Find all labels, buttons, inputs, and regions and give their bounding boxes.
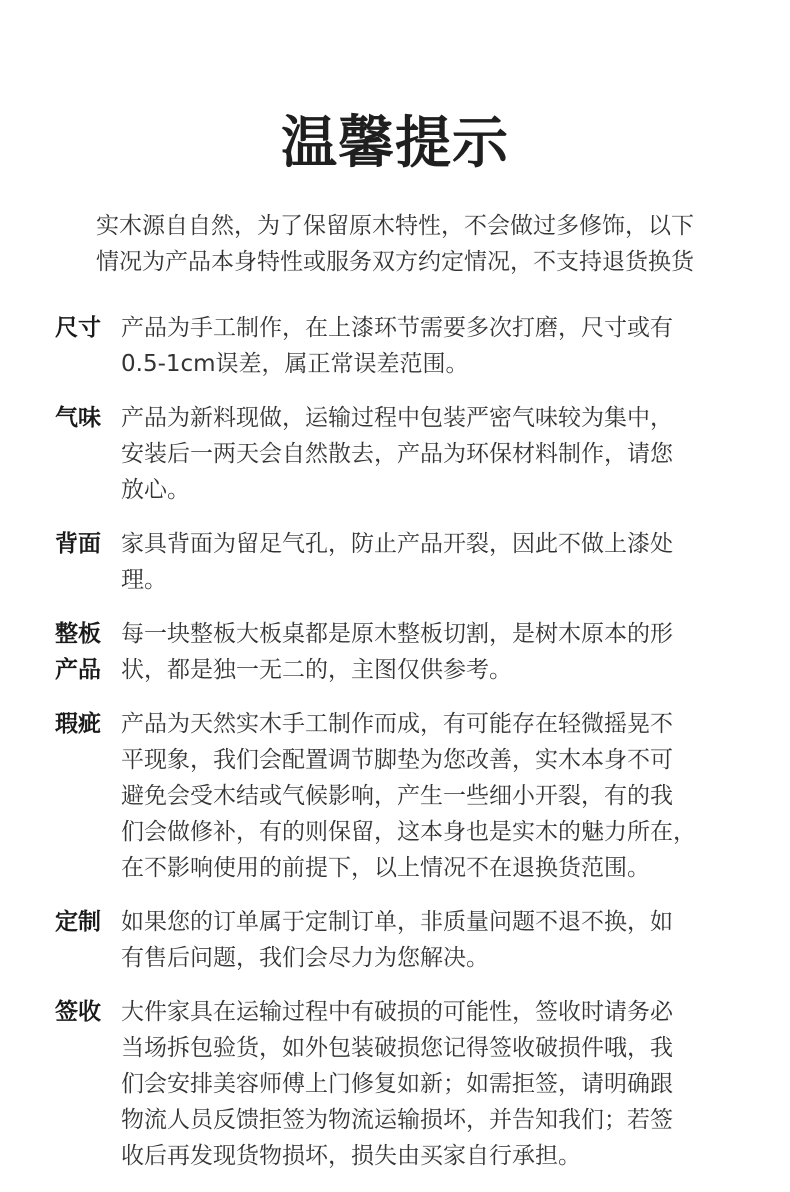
intro-paragraph	[40, 208, 750, 280]
section-label: 气味	[55, 405, 101, 431]
section-label: 定制	[55, 909, 101, 935]
section-label: 签收	[55, 999, 101, 1025]
section-back	[55, 526, 755, 598]
section-receipt	[55, 994, 755, 1174]
section-body: 产品为手工制作，在上漆环节需要多次打磨，尺寸或有 0.5-1cm误差，属正常误差范围。	[121, 315, 673, 377]
section-size	[55, 310, 755, 382]
section-label: 瑕疵	[55, 711, 101, 737]
section-body: 产品为新料现做，运输过程中包装严密气味较为集中， 安装后一两天会自然散去，产品为环保材料制作，请您 放心。	[121, 405, 673, 503]
section-custom	[55, 904, 755, 976]
section-body: 每一块整板大板桌都是原木整板切割，是树木原本的形 状，都是独一无二的，主图仅供参考。	[121, 621, 673, 683]
section-slab	[55, 616, 755, 688]
section-body: 如果您的订单属于定制订单，非质量问题不退不换，如 有售后问题，我们会尽力为您解决。	[121, 909, 673, 971]
section-flaws	[55, 706, 755, 886]
intro-line: 实木源自自然，为了保留原木特性，不会做过多修饰，以下	[96, 213, 694, 239]
section-label: 尺寸	[55, 315, 101, 341]
section-label: 整板 产品	[55, 621, 101, 683]
intro-line: 情况为产品本身特性或服务双方约定情况，不支持退货换货	[96, 249, 694, 275]
section-body: 大件家具在运输过程中有破损的可能性，签收时请务必 当场拆包验货，如外包装破损您记得签收破损件哦，我 们会安排美容师傅上门修复如新；如需拒签，请明确跟 物流人员反馈拒签为物流运输损坏，并告知我们；若签 收后再发现货物损坏，损失由买家自行承担。	[121, 999, 673, 1169]
section-label: 背面	[55, 531, 101, 557]
section-body: 产品为天然实木手工制作而成，有可能存在轻微摇晃不 平现象，我们会配置调节脚垫为您改善，实木本身不可 避免会受木结或气候影响，产生一些细小开裂，有的我 们会做修补，有的则保留，这本身也是实木的魅力所在， 在不影响使用的前提下，以上情况不在退换货范围。	[121, 711, 696, 881]
section-body: 家具背面为留足气孔，防止产品开裂，因此不做上漆处 理。	[121, 531, 673, 593]
notice-sections	[55, 310, 755, 1192]
page-title: 温馨提示	[281, 111, 509, 176]
section-odor	[55, 400, 755, 508]
